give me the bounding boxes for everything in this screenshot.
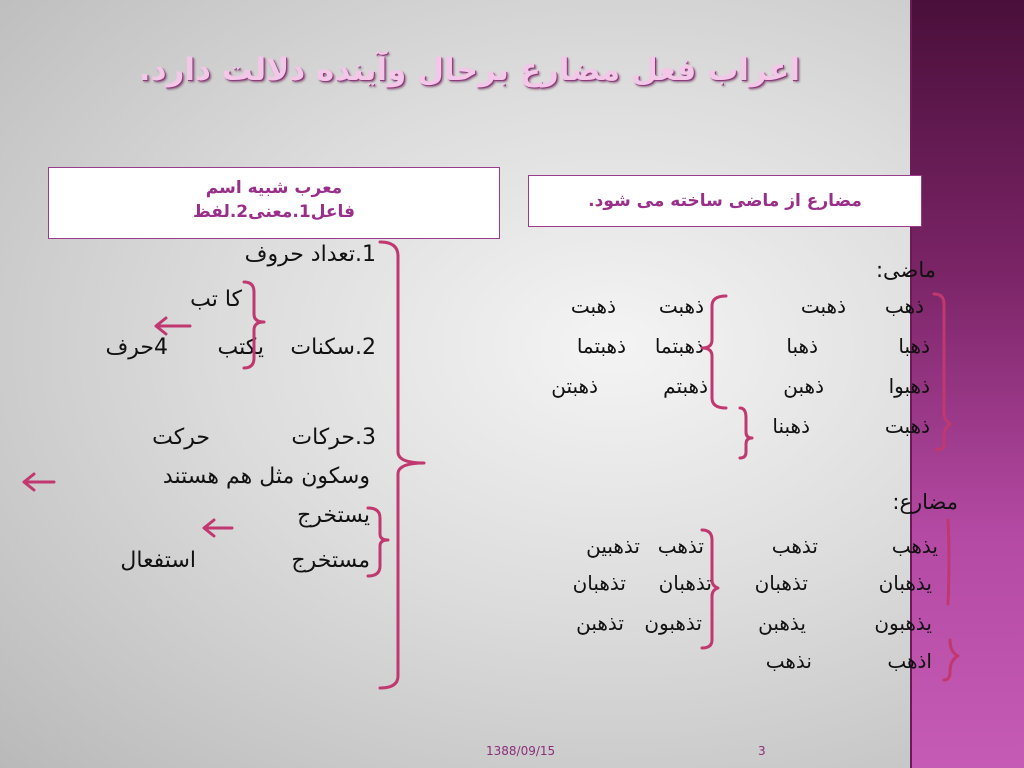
madi-cell: ذهبا <box>786 334 818 358</box>
mozare-cell: یذهبان <box>878 571 932 595</box>
madi-cell: ذهبت <box>800 294 846 318</box>
bracket-kataba <box>244 282 264 368</box>
bracket-mozare-mid <box>702 530 718 648</box>
madi-cell: ذهبوا <box>888 374 930 398</box>
harakat-description: وسکون مثل هم هستند <box>162 464 370 489</box>
madi-cell: ذهبنا <box>772 414 810 438</box>
slide-title: اعراب فعل مضارع برحال وآینده دلالت دارد. <box>138 52 800 88</box>
madi-cell: ذهبت <box>570 294 616 318</box>
bracket-mozare-small <box>944 640 958 680</box>
madi-cell: ذهبتن <box>551 374 598 398</box>
bracket-madi-right <box>934 294 950 450</box>
mozare-cell: یذهبون <box>874 611 932 635</box>
madi-cell: ذهبتما <box>654 334 704 358</box>
madi-cell: ذهبت <box>884 414 930 438</box>
madi-cell: ذهبا <box>898 334 930 358</box>
mozare-cell: اذهب <box>887 649 932 673</box>
bracket-yastakhrij <box>368 508 388 576</box>
word-haraka: حرکت <box>152 425 210 450</box>
page-number: 3 <box>758 744 766 758</box>
letter-count-four: 4حرف <box>105 335 168 360</box>
right-box-text: مضارع از ماضی ساخته می شود. <box>588 191 862 211</box>
item-sukun: 2.سکنات <box>290 335 376 360</box>
madi-cell: ذهبن <box>783 374 824 398</box>
arrow-left-icon <box>24 474 54 490</box>
mozare-cell: تذهبان <box>572 571 626 595</box>
big-bracket <box>380 242 424 688</box>
left-box-line1: معرب شبیه اسم <box>205 178 343 198</box>
mozare-cell: تذهب <box>771 534 818 558</box>
madi-cell: ذهبتما <box>576 334 626 358</box>
word-yaktub: یکتب <box>217 335 264 360</box>
mozare-cell: یذهب <box>891 534 938 558</box>
mozare-cell: تذهبین <box>586 534 640 558</box>
mozare-cell: یذهبن <box>758 611 806 635</box>
mozare-cell: تذهب <box>657 534 704 558</box>
mozare-cell: تذهبان <box>658 571 712 595</box>
word-estefal: استفعال <box>120 548 196 573</box>
word-yastakhrij: یستخرج <box>297 503 370 528</box>
mozare-label: مضارع: <box>892 490 958 514</box>
mozare-cell: تذهبن <box>576 611 624 635</box>
mozare-cell: نذهب <box>765 649 812 673</box>
mozare-cell: تذهبان <box>754 571 808 595</box>
item-letter-count: 1.تعداد حروف <box>244 242 376 267</box>
word-mostakhraj: مستخرج <box>291 548 370 573</box>
madi-cell: ذهب <box>884 294 924 318</box>
madi-cell: ذهبت <box>658 294 704 318</box>
left-box-line2: فاعل1.معنی2.لفظ <box>193 202 355 222</box>
madi-cell: ذهبتم <box>663 374 708 398</box>
item-harakat: 3.حرکات <box>291 425 376 450</box>
bracket-mozare-right <box>948 520 949 604</box>
arrow-left-icon <box>156 318 190 334</box>
madi-label: ماضی: <box>875 258 936 282</box>
footer-date: 1388/09/15 <box>486 744 556 758</box>
mozare-cell: تذهبون <box>644 611 702 635</box>
word-kataba: کا تب <box>190 287 242 312</box>
bracket-madi-small <box>740 408 752 458</box>
bracket-madi-mid <box>702 296 726 408</box>
arrow-left-icon <box>204 520 232 536</box>
